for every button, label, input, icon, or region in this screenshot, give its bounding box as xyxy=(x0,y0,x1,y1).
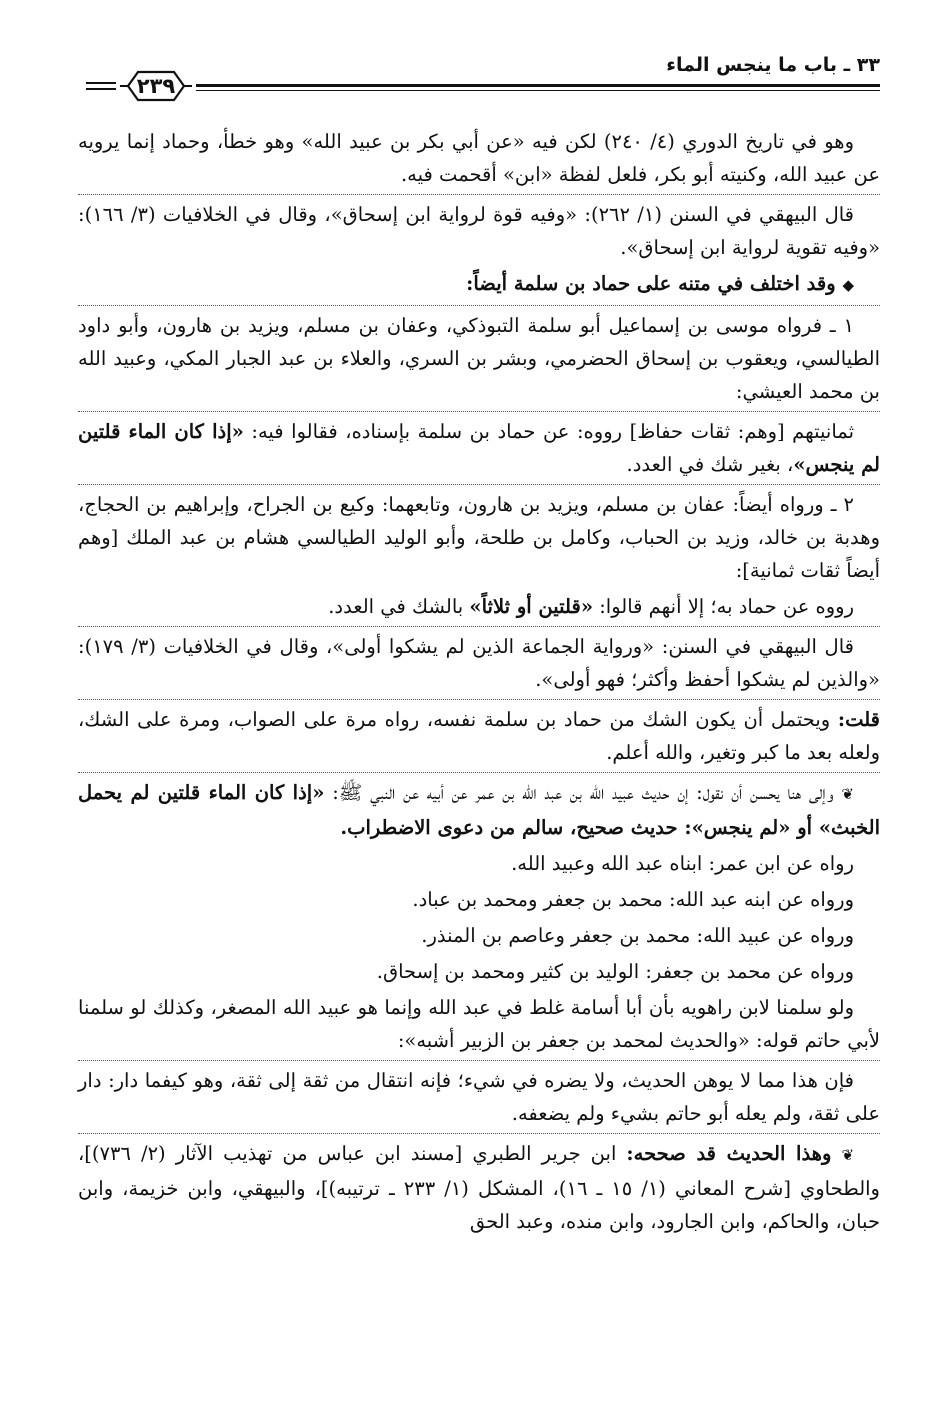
paragraph-text: رواه عن ابن عمر: ابناه عبد الله وعبيد الله. xyxy=(511,852,854,875)
paragraph xyxy=(78,772,880,844)
list-item xyxy=(78,955,880,988)
list-item xyxy=(78,847,880,880)
paragraph xyxy=(78,411,880,481)
paragraph-text: قال البيهقي في السنن: «ورواية الجماعة الذين لم يشكوا أولى»، وقال في الخلافيات (٣/ ١٧٩): «والذين لم يشكوا أحفظ وأكثر؛ فهو أولى». xyxy=(78,635,880,691)
paragraph-text: ورواه عن عبيد الله: محمد بن جعفر وعاصم بن المنذر. xyxy=(421,924,854,947)
paragraph-text: ابن جرير الطبري [مسند ابن عباس من تهذيب الآثار (٢/ ٧٣٦)]، والطحاوي [شرح المعاني (١/ ١٥ ـ ١٦)، المشكل (١/ ٢٣٣ ـ ترتيبه)]، والبيهقي، وابن خزيمة، وابن حبان، والحاكم، وابن الجارود، وابن منده، وعبد الحق xyxy=(78,1142,880,1233)
quoted-hadith: «إذا كان الماء قلتين لم ينجس» xyxy=(78,420,880,476)
list-item xyxy=(78,919,880,952)
quoted-hadith: «إذا كان الماء قلتين لم يحمل الخبث» أو «لم ينجس»: حديث صحيح، سالم من دعوى الاضطراب. xyxy=(78,781,880,839)
diamond-marker-icon: ◆ xyxy=(842,276,854,294)
paragraph-text: ورواه عن محمد بن جعفر: الوليد بن كثير ومحمد بن إسحاق. xyxy=(376,960,854,983)
paragraph-text: فإن هذا مما لا يوهن الحديث، ولا يضره في شيء؛ فإنه انتقال من ثقة إلى ثقة، وهو كيفما دار: دار على ثقة، ولم يعله أبو حاتم بشيء ولم يضعفه. xyxy=(78,1069,880,1125)
paragraph xyxy=(78,699,880,769)
paragraph-text: ولو سلمنا لابن راهويه بأن أبا أسامة غلط في عبد الله وإنما هو عبيد الله المصغر، وكذلك لو سلمنا لأبي حاتم قوله: «والحديث لمحمد بن جعفر بن الزبير أشبه»: xyxy=(78,996,880,1052)
page-header xyxy=(78,50,880,120)
chapter-title: ٣٣ ـ باب ما ينجس الماء xyxy=(666,54,880,76)
paragraph-text: ثمانيتهم [وهم: ثقات حفاظ] رووه: عن حماد بن سلمة بإسناده، فقالوا فيه: xyxy=(243,420,854,443)
header-rule-left xyxy=(86,82,116,84)
paragraph-text: ، بغير شك في العدد. xyxy=(626,453,794,476)
flower-marker-icon: ❦ xyxy=(841,1146,855,1164)
paragraph xyxy=(78,1060,880,1130)
paragraph xyxy=(78,626,880,696)
paragraph xyxy=(78,125,880,191)
paragraph xyxy=(78,590,880,623)
list-item xyxy=(78,883,880,916)
paragraph xyxy=(78,1133,880,1238)
paragraph-heading: قلت: xyxy=(837,708,880,731)
paragraph-text: رووه عن حماد به؛ إلا أنهم قالوا: xyxy=(593,595,854,618)
flower-marker-icon: ❦ xyxy=(841,785,854,803)
paragraph xyxy=(78,991,880,1057)
paragraph-text: وهو في تاريخ الدوري (٤/ ٢٤٠) لكن فيه «عن أبي بكر بن عبيد الله» وهو خطأ، وحماد إنما يرويه عن عبيد الله، وكنيته أبو بكر، فلعل لفظة «ابن» أقحمت فيه. xyxy=(78,130,880,186)
paragraph xyxy=(78,484,880,587)
header-rule-thin xyxy=(196,90,880,91)
paragraph-text: ٢ ـ ورواه أيضاً: عفان بن مسلم، ويزيد بن هارون، وتابعهما: وكيع بن الجراح، وإبراهيم بن الحجاج، وهدبة بن خالد، وزيد بن الحباب، وكامل بن طلحة، وأبو الوليد الطيالسي هشام بن عبد الملك [وهم أيضاً ثقات ثمانية]: xyxy=(78,493,880,582)
paragraph-text: ويحتمل أن يكون الشك من حماد بن سلمة نفسه، رواه مرة على الصواب، ومرة على الشك، ولعله بعد ما كبر وتغير، والله أعلم. xyxy=(78,708,880,764)
paragraph-heading: وقد اختلف في متنه على حماد بن سلمة أيضاً: xyxy=(466,272,836,295)
page-number-frame xyxy=(118,66,194,106)
page-number: ٢٣٩ xyxy=(136,74,176,98)
paragraph-text: ورواه عن ابنه عبد الله: محمد بن جعفر ومحمد بن عباد. xyxy=(412,888,854,911)
paragraph xyxy=(78,305,880,408)
header-rule-left-lower xyxy=(86,88,116,90)
paragraph xyxy=(78,267,880,302)
quoted-hadith: «قلتين أو ثلاثاً» xyxy=(469,595,594,618)
header-rule xyxy=(196,84,880,87)
paragraph-heading: وهذا الحديث قد صححه: xyxy=(626,1142,832,1165)
paragraph-text: وإلى هنا يحسن أن نقول: إن حديث عبيد الله بن عبد الله بن عمر عن أبيه عن النبي ﷺ: xyxy=(324,781,834,804)
paragraph xyxy=(78,194,880,264)
body-text xyxy=(78,125,880,1241)
paragraph-text: بالشك في العدد. xyxy=(328,595,470,618)
paragraph-text: ١ ـ فرواه موسى بن إسماعيل أبو سلمة التبوذكي، وعفان بن مسلم، ويزيد بن هارون، وأبو داود الطيالسي، ويعقوب بن إسحاق الحضرمي، وبشر بن السري، والعلاء بن عبد الجبار المكي، وعبيد الله بن محمد العيشي: xyxy=(78,314,880,403)
paragraph-text: قال البيهقي في السنن (١/ ٢٦٢): «وفيه قوة لرواية ابن إسحاق»، وقال في الخلافيات (٣/ ١٦٦): «وفيه تقوية لرواية ابن إسحاق». xyxy=(78,203,880,259)
